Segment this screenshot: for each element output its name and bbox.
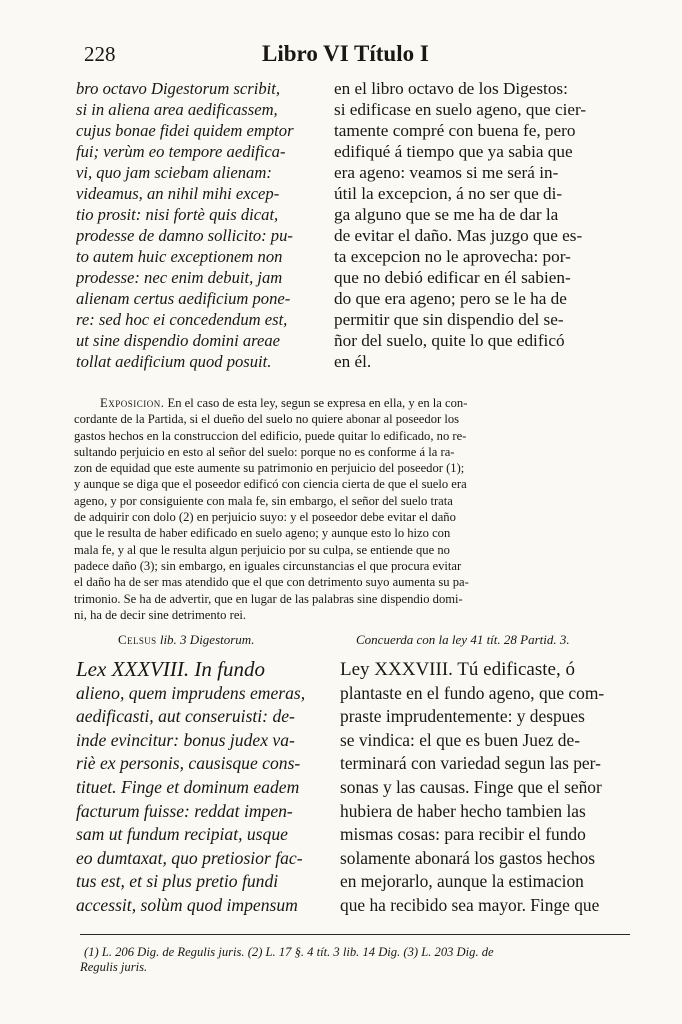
text-line: tio prosit: nisi fortè quis dicat,: [76, 205, 279, 224]
footnote-line: (1) L. 206 Dig. de Regulis juris. (2) L. 17 §. 4 tít. 3 lib. 14 Dig. (3) L. 203 Dig. de: [84, 945, 494, 959]
commentary-line: zon de equidad que este aumente su patrimonio en perjuicio del poseedor (1);: [74, 461, 465, 476]
text-line: que ha recibido sea mayor. Finge que: [340, 894, 600, 915]
latin-text-column-top: [76, 78, 330, 372]
text-line: alieno, quem imprudens emeras,: [76, 682, 306, 703]
text-line: praste imprudentemente: y despues: [340, 706, 585, 727]
running-title: Libro VI Título I: [262, 41, 429, 66]
text-line: alienam certus aedificium pone-: [76, 289, 291, 308]
footnote-divider: [80, 934, 630, 935]
text-line: útil la excepcion, á no ser que di-: [334, 184, 563, 203]
text-line: facturum fuisse: reddat impen-: [76, 800, 293, 821]
text-line: inde evincitur: bonus judex va-: [76, 729, 295, 750]
text-line: videamus, an nihil mihi excep-: [76, 184, 280, 203]
source-reference: lib. 3 Digestorum.: [156, 632, 255, 647]
text-line: de evitar el daño. Mas juzgo que es-: [334, 226, 583, 245]
spanish-text-column-top: [334, 78, 620, 372]
text-line: tollat aedificium quod posuit.: [76, 352, 272, 371]
page-number: 228: [84, 42, 116, 66]
commentary-line: y aunque se diga que el poseedor edificó con ciencia cierta de que el suelo era: [74, 477, 467, 492]
commentary-line: el daño ha de ser mas atendido que el que con detrimento suyo aumenta su pa-: [74, 575, 469, 590]
text-line: to autem huic exceptionem non: [76, 247, 283, 266]
footnotes: [80, 945, 630, 975]
text-line: terminará con variedad segun las per-: [340, 753, 601, 774]
text-line: mismas cosas: para recibir el fundo: [340, 824, 586, 845]
text-line: sam ut fundum recipiat, usque: [76, 824, 288, 845]
spanish-text-column-bottom: [340, 658, 628, 918]
commentary-first-line: [74, 395, 626, 411]
text-line: en mejorarlo, aunque la estimacion: [340, 871, 584, 892]
text-line: tamente compré con buena fe, pero: [334, 121, 576, 140]
commentary-line: que le resulta de haber edificado en suelo ageno; y aunque esto lo hizo con: [74, 526, 451, 541]
text-line: aedificasti, aut conseruisti: de-: [76, 706, 295, 727]
text-line: era ageno: veamos si me será in-: [334, 163, 559, 182]
text-line: hubiera de haber hecho tambien las: [340, 800, 586, 821]
text-line: sonas y las causas. Finge que el señor: [340, 776, 602, 797]
text-line: solamente abonará los gastos hechos: [340, 847, 595, 868]
text-line: se vindica: el que es buen Juez de-: [340, 729, 580, 750]
text-line: edifiqué á tiempo que ya sabia que: [334, 142, 573, 161]
text-line: tus est, et si plus pretio fundi: [76, 871, 279, 892]
text-line: en él.: [334, 352, 372, 371]
text-line: riè ex personis, causisque cons-: [76, 753, 301, 774]
text-line: eo dumtaxat, quo pretiosior fac-: [76, 847, 303, 868]
commentary-line: de adquirir con dolo (2) en perjuicio suyo: y el poseedor debe evitar el daño: [74, 510, 456, 525]
text-line: plantaste en el fundo ageno, que com-: [340, 682, 605, 703]
source-citation-left: [118, 632, 254, 648]
text-line: prodesse de damno sollicito: pu-: [76, 226, 293, 245]
commentary-line: sultando perjuicio en esto al señor del suelo: porque no es conforme á la ra-: [74, 444, 455, 459]
text-line: re: sed hoc ei concedendum est,: [76, 310, 288, 329]
text-line: Ley XXXVIII. Tú edificaste, ó: [340, 659, 575, 680]
text-line: cujus bonae fidei quidem emptor: [76, 121, 294, 140]
text-line: ta excepcion no le aprovecha: por-: [334, 247, 571, 266]
text-line: en el libro octavo de los Digestos:: [334, 79, 568, 98]
text-line: fui; verùm eo tempore aedifica-: [76, 142, 286, 161]
text-line: permitir que sin dispendio del se-: [334, 310, 564, 329]
commentary-line: mala fe, y al que le resulta algun perjuicio por su culpa, se entiende que no: [74, 542, 450, 557]
commentary-line: ageno, y por consiguiente con mala fe, sin embargo, el señor del suelo trata: [74, 493, 453, 508]
latin-text-column-bottom: [76, 658, 330, 918]
commentary-line: gastos hechos en la construccion del edificio, puede quitar lo edificado, no re-: [74, 428, 467, 443]
concordance-citation-right: Concuerda con la ley 41 tít. 28 Partid. 3.: [356, 632, 570, 647]
footnote-line: Regulis juris.: [80, 960, 148, 974]
text-line: vi, quo jam sciebam alienam:: [76, 163, 272, 182]
text-line: prodesse: nec enim debuit, jam: [76, 268, 283, 287]
exposicion-commentary: [74, 395, 626, 623]
text-line: do que era ageno; pero se le ha de: [334, 289, 567, 308]
text-line: si in aliena area aedificassem,: [76, 100, 278, 119]
text-line: si edificase en suelo ageno, que cier-: [334, 100, 587, 119]
commentary-line: ni, ha de decir sine detrimento rei.: [74, 607, 247, 622]
commentary-line: trimonio. Se ha de advertir, que en lugar de las palabras sine dispendio domi-: [74, 591, 463, 606]
text-line: ga alguno que se me ha de dar la: [334, 205, 559, 224]
commentary-line: cordante de la Partida, si el dueño del suelo no quiere abonar al poseedor los: [74, 412, 460, 427]
text-line: que no debió edificar en él sabien-: [334, 268, 571, 287]
text-line: bro octavo Digestorum scribit,: [76, 79, 281, 98]
author-name: Celsus: [118, 632, 157, 647]
text-line: tituet. Finge et dominum eadem: [76, 776, 300, 797]
text-line: ñor del suelo, quite lo que edificó: [334, 331, 565, 350]
text-line: Lex XXXVIII. In fundo: [76, 658, 265, 681]
commentary-line: En el caso de esta ley, segun se expresa en ella, y en la con-: [167, 396, 468, 410]
text-line: ut sine dispendio domini areae: [76, 331, 281, 350]
commentary-line: padece daño (3); sin embargo, en iguales circunstancias el que procura evitar: [74, 558, 462, 573]
text-line: accessit, solùm quod impensum: [76, 894, 298, 915]
exposicion-label: Exposicion.: [100, 396, 165, 410]
page-header: [84, 42, 610, 72]
